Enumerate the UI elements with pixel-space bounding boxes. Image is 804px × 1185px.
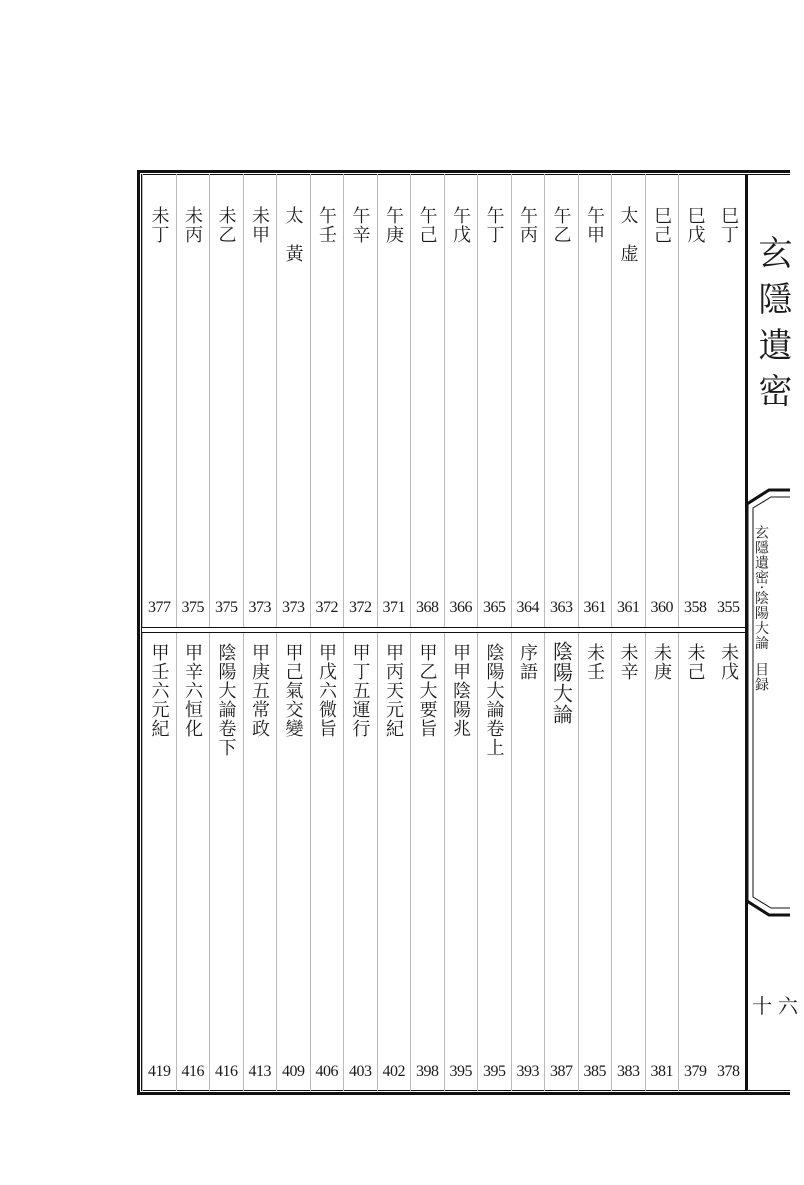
toc-entry-title: 午乙 [550,206,572,244]
toc-entry [276,174,310,627]
toc-entry-title: 午甲 [584,206,605,244]
toc-entry [611,633,645,1091]
toc-entry-title: 未乙 [215,206,237,244]
toc-entry [578,633,612,1091]
toc-entry-page: 383 [617,1063,640,1080]
toc-entry-page: 403 [349,1063,372,1080]
toc-entry [176,174,210,627]
running-head-section: 目録 [753,662,769,693]
toc-entry [410,633,444,1091]
toc-entry-title: 午辛 [349,206,371,244]
toc-entry-page: 381 [650,1063,673,1080]
toc-entry [544,174,578,627]
toc-entry [645,633,679,1091]
toc-top-panel [141,174,745,627]
toc-entry-title: 甲丙天元紀 [383,643,404,738]
toc-entry [243,174,277,627]
toc-entry-page: 387 [550,1063,573,1080]
toc-entry-page: 395 [483,1063,506,1080]
toc-entry-title: 未戊 [718,643,739,681]
toc-entry [142,633,176,1091]
toc-entry-title: 太 黃 [282,206,304,263]
toc-entry-title: 巳戊 [684,206,706,244]
toc-entry [276,633,310,1091]
toc-entry [678,174,712,627]
page-number: 十六 [752,994,804,1018]
toc-bottom-panel [141,633,745,1091]
toc-entry-title: 序語 [517,643,538,681]
toc-entry [511,633,545,1091]
toc-entry [142,174,176,627]
toc-entry-title: 巳丁 [718,206,739,244]
toc-entry-title: 甲乙大要旨 [416,643,438,738]
toc-entry-page: 406 [315,1063,338,1080]
toc-entry [410,174,444,627]
toc-entry [444,633,478,1091]
toc-entry-page: 377 [148,599,171,616]
toc-entry-page: 393 [516,1063,539,1080]
toc-entry [343,174,377,627]
toc-entry-page: 371 [382,599,405,616]
toc-entry [477,174,511,627]
toc-entry [712,633,746,1091]
toc-entry-title: 午庚 [383,206,404,244]
toc-entry-title: 午壬 [316,206,337,244]
toc-entry-title: 甲丁五運行 [349,643,371,738]
toc-entry [712,174,746,627]
toc-entry-page: 402 [382,1063,405,1080]
toc-entry-page: 365 [483,599,506,616]
toc-entry-page: 373 [248,599,271,616]
toc-entry-title: 午丁 [483,206,505,244]
toc-entry [678,633,712,1091]
toc-entry-page: 363 [550,599,573,616]
toc-entry-page: 375 [181,599,204,616]
toc-entry-page: 361 [617,599,640,616]
toc-entry-title: 未壬 [584,643,605,681]
toc-entry-page: 364 [516,599,539,616]
toc-entry-page: 409 [282,1063,305,1080]
toc-entry-page: 398 [416,1063,439,1080]
toc-entry [377,174,411,627]
toc-entry [243,633,277,1091]
toc-entry-page: 373 [282,599,305,616]
toc-entry-page: 416 [215,1063,238,1080]
toc-entry [176,633,210,1091]
toc-entry-page: 361 [583,599,606,616]
toc-entry [209,633,243,1091]
book-title: 玄隱遺密 [752,235,792,419]
toc-entry-page: 372 [349,599,372,616]
toc-entry-title: 甲庚五常政 [249,643,270,738]
toc-entry-title: 午己 [416,206,438,244]
toc-entry-page: 379 [684,1063,707,1080]
toc-entry-page: 395 [449,1063,472,1080]
toc-entry-page: 378 [717,1063,740,1080]
toc-entry-page: 355 [717,599,740,616]
toc-entry [511,174,545,627]
toc-entry-page: 416 [181,1063,204,1080]
toc-entry-page: 366 [449,599,472,616]
toc-entry-title: 陰陽大論卷上 [483,643,505,757]
toc-entry-page: 358 [684,599,707,616]
toc-entry [209,174,243,627]
toc-entry-page: 375 [215,599,238,616]
toc-entry-page: 368 [416,599,439,616]
toc-entry-title: 未庚 [651,643,672,681]
running-head-title: 玄隱遺密·陰陽大論 [753,525,769,651]
toc-entry-title: 甲壬六元紀 [148,643,170,738]
toc-entry-title: 未己 [684,643,706,681]
toc-entry [578,174,612,627]
running-head [750,525,772,692]
toc-entry-title: 陰陽大論卷下 [215,643,237,757]
toc-entry [377,633,411,1091]
toc-entry-title: 甲甲陰陽兆 [450,643,471,738]
toc-entry-title: 甲己氣交變 [282,643,304,738]
toc-entry-title: 午戊 [450,206,471,244]
toc-entry [343,633,377,1091]
toc-entry-title: 甲戊六微旨 [316,643,337,738]
toc-entry-title: 甲辛六恒化 [182,643,203,738]
toc-entry-page: 419 [148,1063,171,1080]
toc-entry-page: 360 [650,599,673,616]
toc-entry [645,174,679,627]
toc-entry-title: 未辛 [617,643,639,681]
toc-entry-page: 413 [248,1063,271,1080]
toc-entry [544,633,578,1091]
toc-entry [310,633,344,1091]
toc-entry-title: 未丁 [148,206,170,244]
toc-entry-page: 372 [315,599,338,616]
panel-divider [141,627,745,628]
toc-entry-title: 陰陽大論 [549,641,574,725]
toc-entry-title: 未丙 [182,206,203,244]
toc-entry-title: 巳己 [651,206,672,244]
toc-entry [611,174,645,627]
toc-entry-title: 未甲 [249,206,270,244]
toc-entry-title: 午丙 [517,206,538,244]
toc-entry [444,174,478,627]
toc-entry-title: 太 虚 [617,206,639,263]
toc-entry [310,174,344,627]
toc-entry [477,633,511,1091]
toc-entry-page: 385 [583,1063,606,1080]
